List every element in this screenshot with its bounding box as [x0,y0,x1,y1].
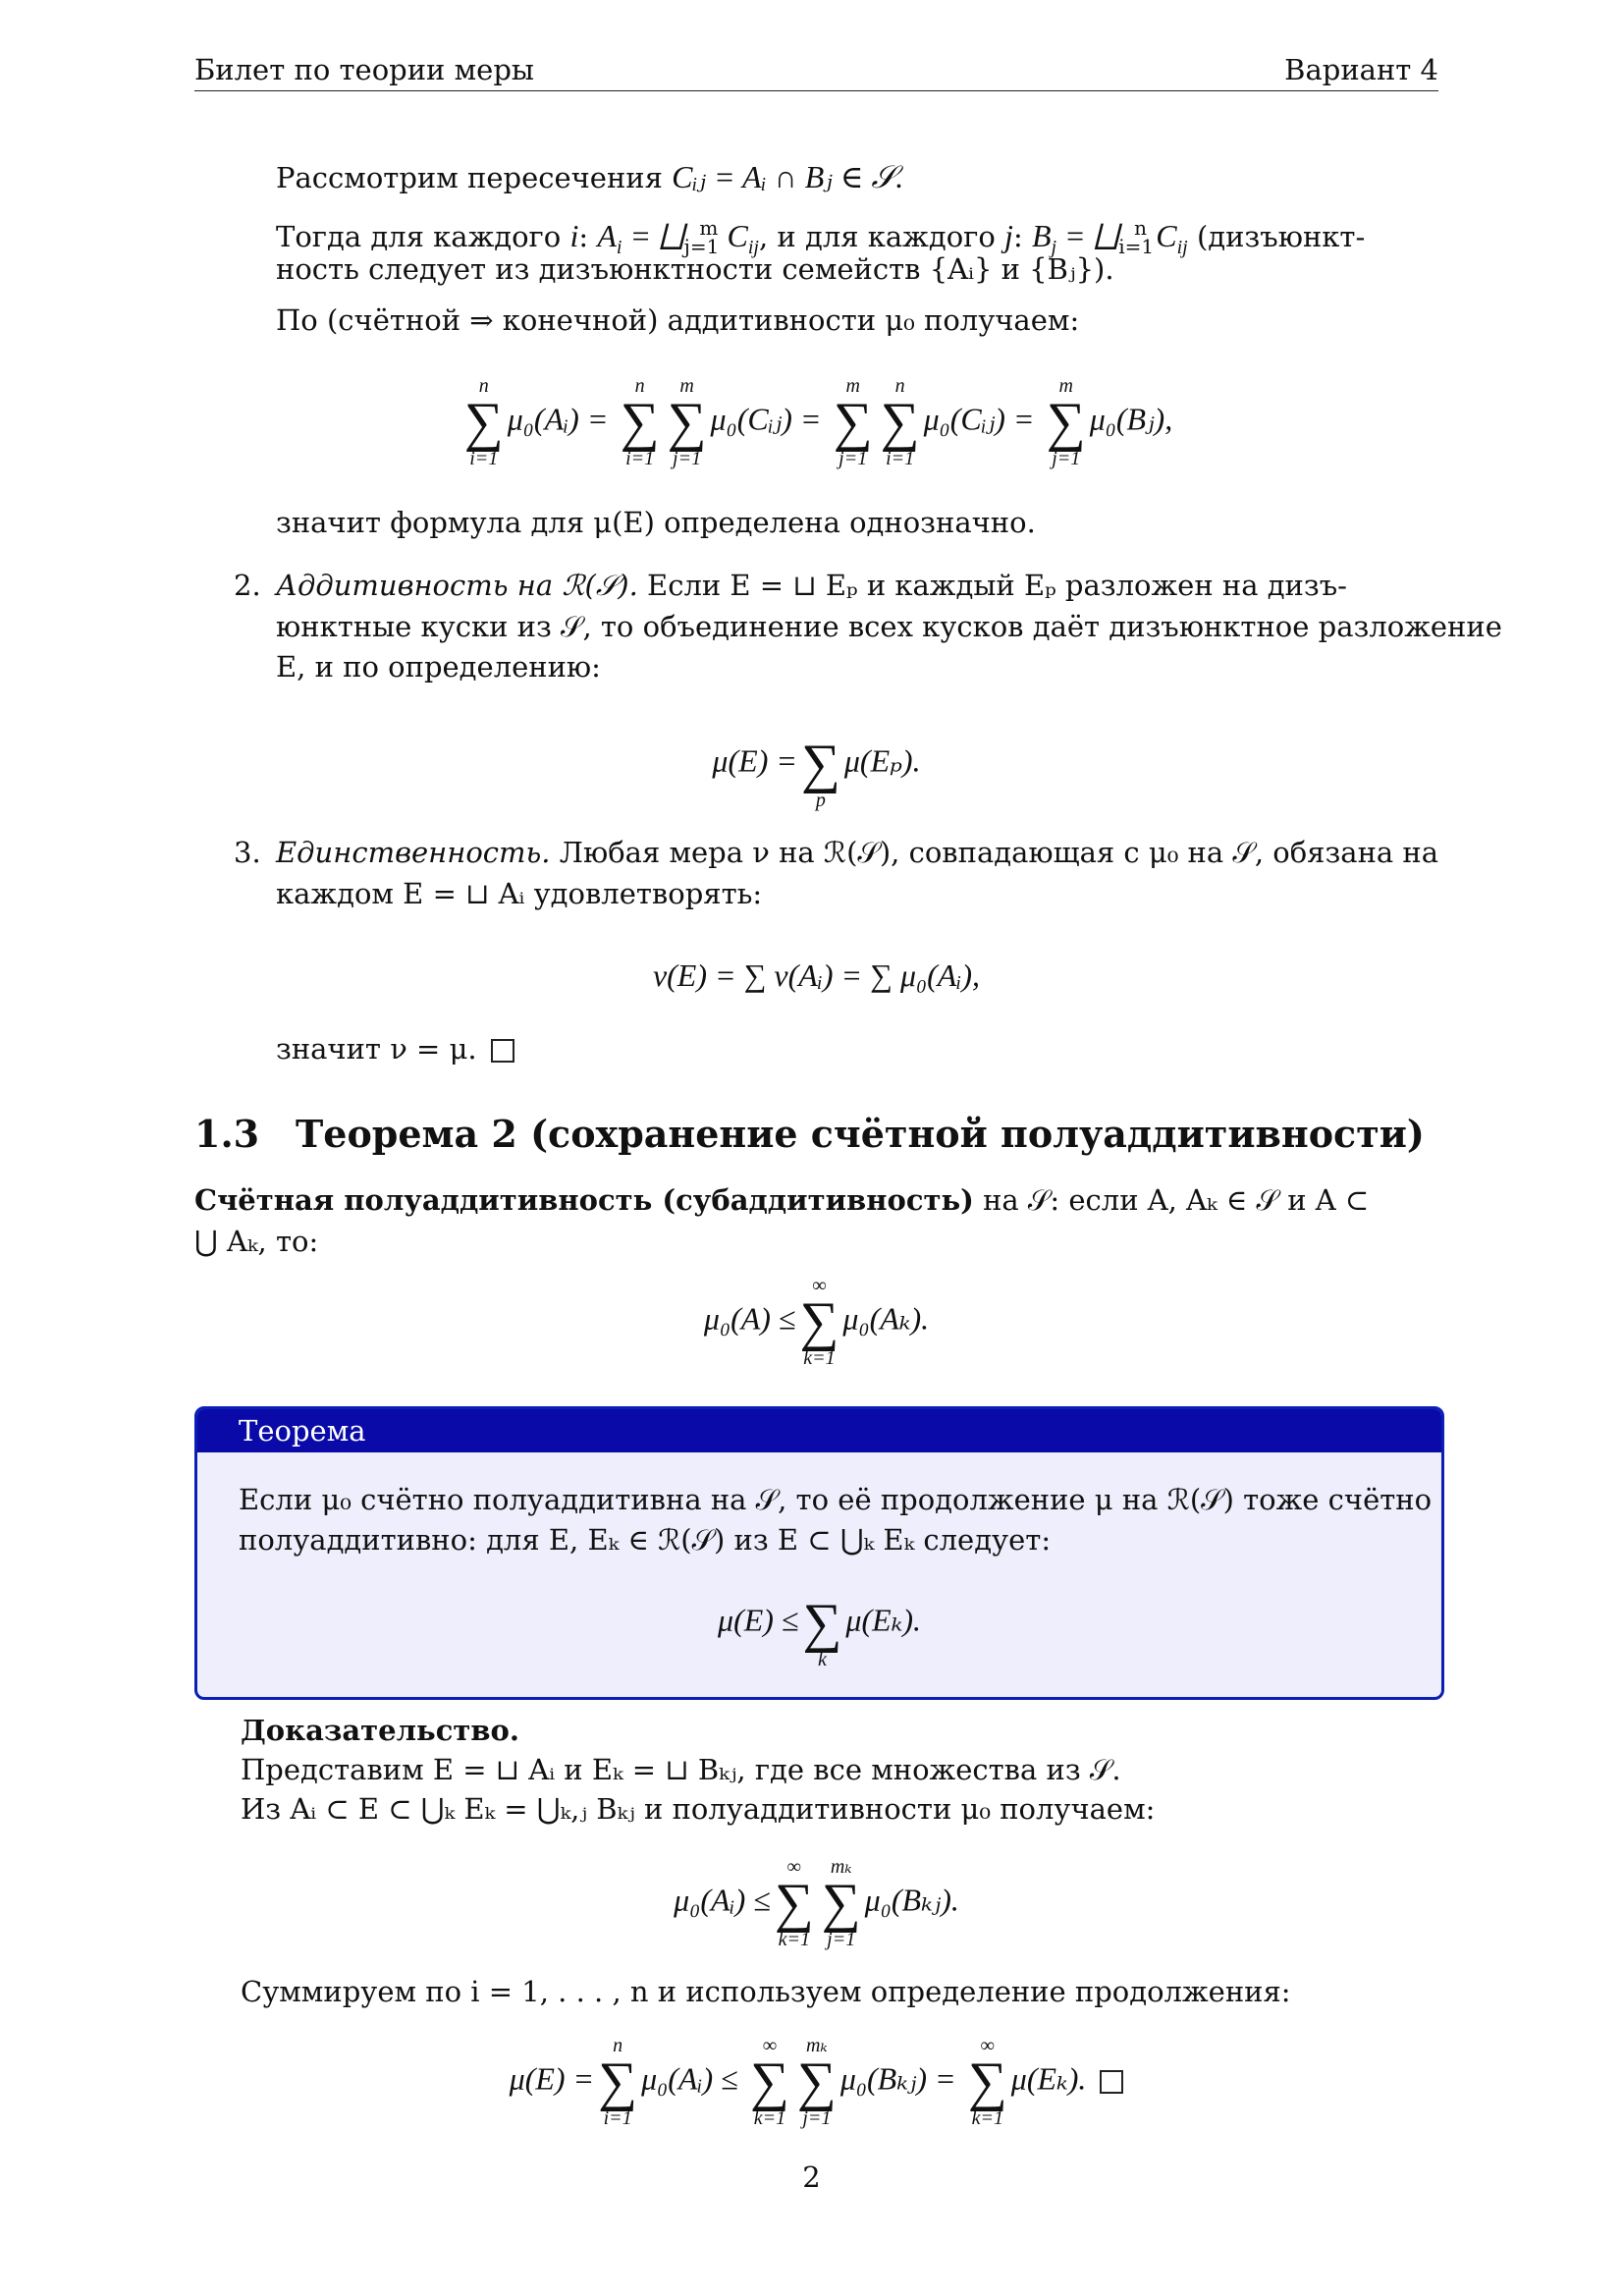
running-header [194,51,1438,91]
equation-3: ν(E) = ∑ ν(Aᵢ) = ∑ μ₀(Aᵢ), [652,957,981,993]
section-number: 1.3 [194,1112,260,1156]
paragraph-then-line1: Тогда для каждого i: $A_i$ = $⨆_{j=1}^m$ $C_{ij}$, и для каждого j: $B_j$ = $⨆_{i=1}^n$ $C_{ij}$ (дизъюнкт- [276,216,1366,258]
list-item-2-line3: E, и по определению: [276,650,601,683]
section-heading [194,1112,1425,1156]
qed-icon [1100,2070,1123,2094]
paragraph-unique-formula: значит формула для μ(E) определена однозначно. [276,506,1036,539]
equation-6: μ(E) = n ∑ i=1 μ₀(Aᵢ) ≤ ∞ ∑ k=1 mₖ ∑ j=1 μ₀(Bₖⱼ) = ∞ ∑ k=1 μ(Eₖ). [194,2035,1438,2129]
qed-icon [491,1039,514,1063]
section-title: Теорема 2 (сохранение счётной полуаддитивности) [296,1112,1425,1156]
equation-1: n ∑ i=1 μ₀(Aᵢ) = n ∑ i=1 m ∑ j=1 μ₀(Cᵢⱼ) = m ∑ j=1 n ∑ i=1 μ₀(Cᵢⱼ) = m ∑ j=1 μ₀(Bⱼ), [463,375,1173,469]
list-item-3-line2: каждом E = ⊔ Aᵢ удовлетворять: [276,877,763,910]
theorem-box [194,1406,1444,1700]
header-variant: Вариант 4 [1284,53,1438,86]
equation-4: μ₀(A) ≤ ∞ ∑ k=1 μ₀(Aₖ). [703,1275,930,1369]
formula-intersection: Cᵢⱼ = Aᵢ ∩ Bⱼ ∈ 𝒮. [672,159,904,194]
theorem-equation: μ(E) ≤ ∑ k μ(Eₖ). [718,1593,921,1670]
list-item-3-line1: Единственность. Любая мера ν на ℛ(𝒮), совпадающая с μ₀ на 𝒮, обязана на [276,836,1439,869]
paragraph-countable-line2: ⋃ Aₖ, то: [194,1225,319,1258]
equation-5: μ₀(Aᵢ) ≤ ∞ ∑ k=1 mₖ ∑ j=1 μ₀(Bₖⱼ). [674,1856,959,1950]
proof-line2: Из Aᵢ ⊂ E ⊂ ⋃ₖ Eₖ = ⋃ₖ,ⱼ Bₖⱼ и полуаддитивности μ₀ получаем: [241,1792,1156,1826]
page-number: 2 [802,2160,821,2194]
theorem-line1: Если μ₀ счётно полуаддитивна на 𝒮, то её продолжение μ на ℛ(𝒮) тоже счётно [239,1483,1433,1516]
list-item-2-number: 2. [234,569,261,602]
proof-line3: Суммируем по i = 1, . . . , n и используем определение продолжения: [241,1975,1291,2008]
paragraph-countable-line1: Счётная полуаддитивность (субаддитивность) на 𝒮: если A, Aₖ ∈ 𝒮 и A ⊂ [194,1183,1370,1217]
theorem-line2: полуаддитивно: для E, Eₖ ∈ ℛ(𝒮) из E ⊂ ⋃ₖ Eₖ следует: [239,1523,1052,1557]
list-item-2-line1: Аддитивность на ℛ(𝒮). Если E = ⊔ Eₚ и каждый Eₚ разложен на дизъ- [276,569,1347,602]
item-3-title: Единственность. [276,836,551,869]
proof-title: Доказательство. [241,1714,519,1747]
paragraph-additivity: По (счётной ⇒ конечной) аддитивности μ₀ получаем: [276,303,1080,337]
item-2-title: Аддитивность на ℛ(𝒮). [276,569,638,602]
paragraph-intersections: Рассмотрим пересечения Cᵢⱼ = Aᵢ ∩ Bⱼ ∈ 𝒮. [276,159,904,194]
paragraph-nu: значит ν = μ. [276,1029,514,1068]
paragraph-then-line2: ность следует из дизъюнктности семейств {Aᵢ} и {Bⱼ}). [276,252,1114,286]
proof-line1: Представим E = ⊔ Aᵢ и Eₖ = ⊔ Bₖⱼ, где все множества из 𝒮. [241,1753,1121,1786]
list-item-3-number: 3. [234,836,261,869]
list-item-2-line2: юнктные куски из 𝒮, то объединение всех кусков даёт дизъюнктное разложение [276,610,1502,643]
theorem-title: Теорема [197,1409,1441,1452]
equation-2: μ(E) = ∑ p μ(Eₚ). [712,734,921,811]
header-title: Билет по теории меры [194,53,534,86]
